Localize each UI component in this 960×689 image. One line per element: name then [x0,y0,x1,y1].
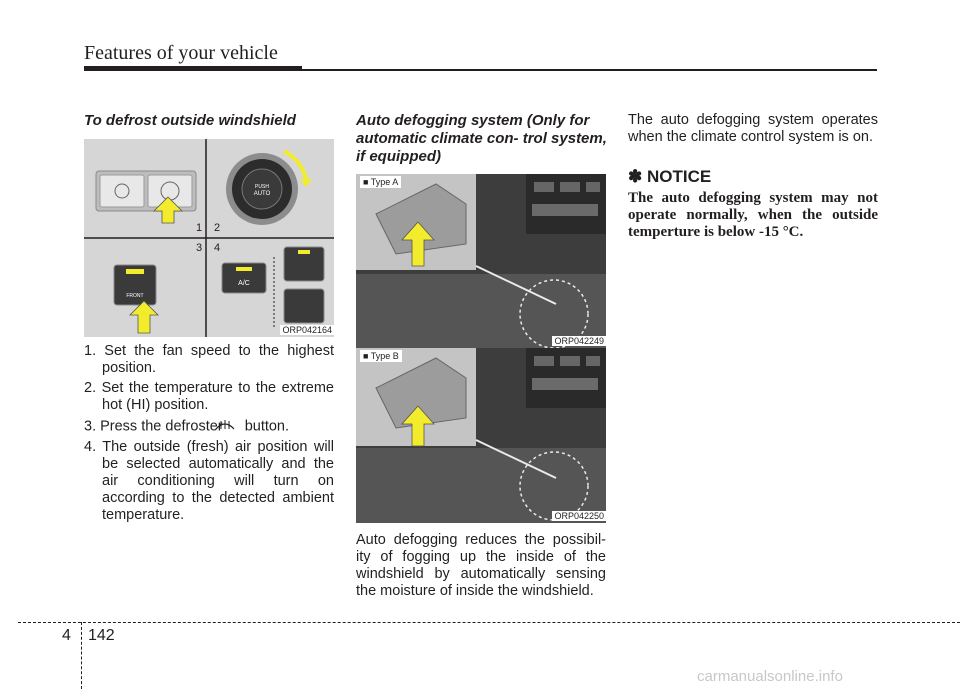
chapter-number: 4 [62,627,71,644]
svg-text:2: 2 [214,222,221,234]
header-rule-thick [84,66,302,71]
svg-text:AUTO: AUTO [253,191,271,197]
auto-defog-paragraph: Auto defogging reduces the possibil- ity of fogging up the inside of the windshield by automatically sensing the moisture of inside the windshield. [356,532,606,599]
list-item: 1. Set the fan speed to the highest position. [84,343,334,376]
notice-title: ✽ NOTICE [628,167,712,186]
list-item [84,417,334,436]
defrost-steps-list [84,343,334,527]
footer-divider [81,622,82,689]
list-item: 4. The outside (fresh) air position will be selected automatically and the air conditioning will turn on according to the detected ambient temperature. [84,439,334,523]
step-3-suffix: button. [244,418,290,435]
svg-text:4: 4 [214,242,221,254]
figure-defrost-controls [84,139,334,337]
mirror-sensor-type-a-illustration [356,174,606,348]
header-rule-thin [302,69,877,71]
figure-code: ORP042250 [554,511,604,521]
svg-text:PUSH: PUSH [255,184,269,190]
notice-body: The auto defogging system may not operate normally, when the outside temperture is below -15 °C. [628,190,878,240]
mirror-sensor-type-b-illustration [356,348,606,523]
figure-type-a [356,174,606,348]
page-header-title: Features of your vehicle [84,42,278,64]
page-number: 142 [88,627,115,644]
svg-text:A/C: A/C [238,280,250,287]
section-heading-defrost: To defrost outside windshield [84,112,296,129]
section-heading-auto-defog: Auto defogging system (Only for automatic climate con- trol system, if equipped) [356,112,607,165]
type-a-label: ■ Type A [360,176,401,188]
svg-text:1: 1 [196,222,203,234]
type-b-label: ■ Type B [360,350,402,362]
figure-code: ORP042164 [282,325,332,335]
footer-rule [18,622,960,623]
figure-type-b [356,348,606,523]
step-3-text: 3. Press the defroster [84,418,223,435]
defrost-controls-illustration [84,139,334,337]
list-item: 2. Set the temperature to the extreme hot (HI) position. [84,380,334,413]
figure-code: ORP042249 [554,336,604,346]
auto-defog-operation-paragraph: The auto defogging system operates when the climate control system is on. [628,112,878,145]
defroster-icon [231,417,237,436]
svg-text:3: 3 [196,242,203,254]
svg-text:FRONT: FRONT [126,293,144,299]
watermark: carmanualsonline.info [697,668,843,685]
